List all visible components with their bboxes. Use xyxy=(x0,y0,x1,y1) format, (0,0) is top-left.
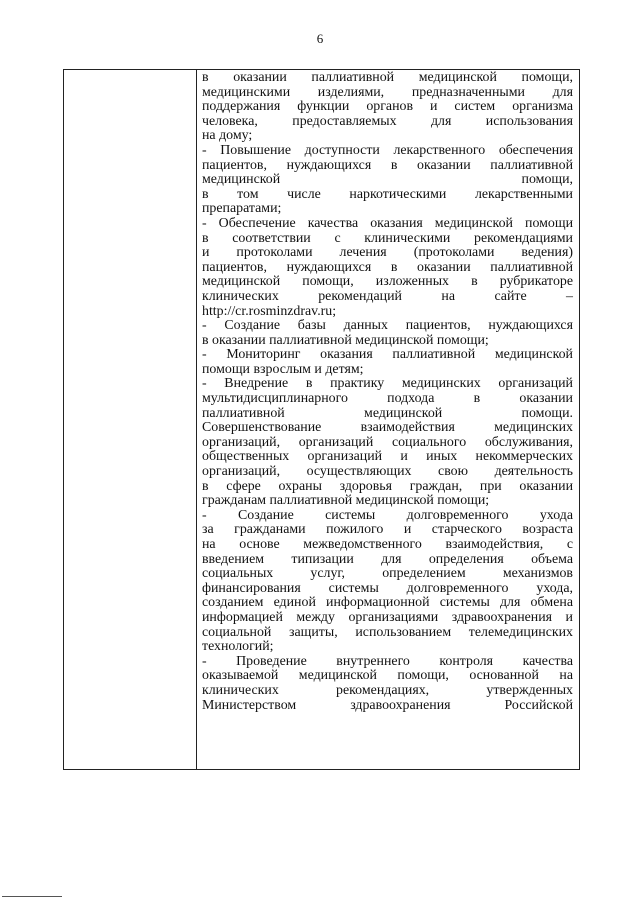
text-line: клинических рекомендаций на сайте – xyxy=(202,288,573,304)
text-line: - Проведение внутреннего контроля качества xyxy=(202,653,573,669)
text-line: помощи взрослым и детям; xyxy=(202,361,364,377)
text-line: препаратами; xyxy=(202,201,282,217)
table-cell-left xyxy=(64,70,196,769)
text-line: на основе межведомственного взаимодействия, с xyxy=(202,537,573,552)
text-line: в оказании паллиативной медицинской помощи; xyxy=(202,332,489,348)
text-line: человека, предоставляемых для использования xyxy=(202,113,573,129)
text-line: общественных организаций и иных некоммерческих xyxy=(202,449,573,465)
text-line: оказываемой медицинской помощи, основанной на xyxy=(202,668,573,684)
text-line: введением типизации для определения объема xyxy=(202,551,573,567)
text-line: - Внедрение в практику медицинских организаций xyxy=(202,376,573,392)
text-line: информацией между организациями здравоохранения и xyxy=(202,609,573,625)
text-line: и протоколами лечения (протоколами ведения) xyxy=(202,245,573,261)
text-line: созданием единой информационной системы для обмена xyxy=(202,595,573,611)
column-divider xyxy=(196,70,197,769)
text-line: медицинскими изделиями, предназначенными для xyxy=(202,84,573,100)
text-line: мультидисциплинарного подхода в оказании xyxy=(202,391,573,407)
text-line: - Создание системы долговременного ухода xyxy=(202,507,573,523)
text-line: - Мониторинг оказания паллиативной медицинской xyxy=(202,347,573,363)
table-cell-right xyxy=(202,71,573,713)
text-line: пациентов, нуждающихся в оказании паллиативной xyxy=(202,157,573,173)
document-table xyxy=(63,69,580,770)
text-line: - Обеспечение качества оказания медицинской помощи xyxy=(202,215,573,231)
text-line: в оказании паллиативной медицинской помощи, xyxy=(202,70,573,85)
text-line: Министерством здравоохранения Российской xyxy=(202,697,573,713)
text-line: за гражданами пожилого и старческого возраста xyxy=(202,522,573,538)
text-line: Совершенствование взаимодействия медицинских xyxy=(202,420,573,436)
text-line: клинических рекомендациях, утвержденных xyxy=(202,682,573,698)
text-line: в соответствии с клиническими рекомендациями xyxy=(202,230,573,246)
text-line: - Создание базы данных пациентов, нуждающихся xyxy=(202,318,573,334)
text-line: http://cr.rosminzdrav.ru; xyxy=(202,303,337,319)
text-line: поддержания функции органов и систем организма xyxy=(202,99,573,115)
text-line: организаций, организаций социального обслуживания, xyxy=(202,434,573,450)
text-line: в сфере охраны здоровья граждан, при оказании xyxy=(202,478,573,494)
text-line: - Повышение доступности лекарственного обеспечения xyxy=(202,142,573,158)
text-line: паллиативной медицинской помощи. xyxy=(202,405,573,421)
footer-mark xyxy=(2,896,62,897)
text-line: социальной защиты, использованием телемедицинских xyxy=(202,624,573,640)
page-number: 6 xyxy=(316,31,324,46)
text-line: финансирования системы долговременного ухода, xyxy=(202,580,573,596)
text-line: медицинской помощи, изложенных в рубрикаторе xyxy=(202,274,573,290)
text-line: гражданам паллиативной медицинской помощи; xyxy=(202,493,490,509)
text-line: пациентов, нуждающихся в оказании паллиативной xyxy=(202,259,573,275)
text-line: на дому; xyxy=(202,128,253,144)
text-line: технологий; xyxy=(202,639,274,655)
text-line: медицинской помощи, xyxy=(202,172,573,188)
text-line: в том числе наркотическими лекарственными xyxy=(202,186,573,202)
text-line: организаций, осуществляющих свою деятельность xyxy=(202,464,573,480)
text-line: социальных услуг, определением механизмов xyxy=(202,566,573,582)
